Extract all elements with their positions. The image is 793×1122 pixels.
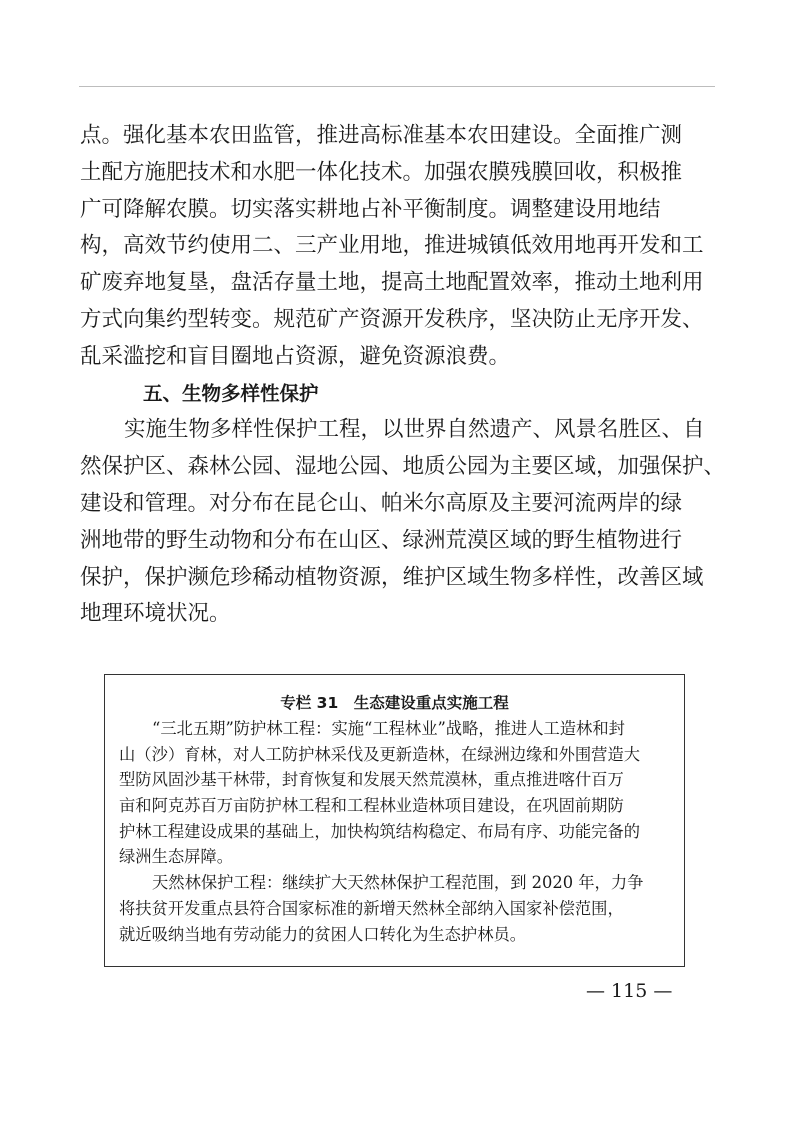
box-text-line: 就近吸纳当地有劳动能力的贫困人口转化为生态护林员。	[119, 924, 527, 944]
paragraph-2	[80, 412, 726, 633]
box-title: 专栏 31 生态建设重点实施工程	[280, 694, 509, 712]
text-line: 保护，保护濒危珍稀动植物资源，维护区域生物多样性，改善区域	[80, 564, 704, 590]
text-line: 构，高效节约使用二、三产业用地，推进城镇低效用地再开发和工	[80, 233, 704, 259]
text-line: 土配方施肥技术和水肥一体化技术。加强农膜残膜回收，积极推	[80, 159, 683, 185]
text-line: 地理环境状况。	[80, 601, 231, 627]
header-rule	[79, 86, 715, 87]
text-line: 矿废弃地复垦，盘活存量土地，提高土地配置效率，推动土地利用	[80, 270, 704, 296]
text-line: 广可降解农膜。切实落实耕地占补平衡制度。调整建设用地结	[80, 196, 661, 222]
box-text-line: 绿洲生态屏障。	[119, 847, 233, 867]
box-text-line: 天然林保护工程：继续扩大天然林保护工程范围，到 2020 年，力争	[152, 873, 644, 893]
text-line: 点。强化基本农田监管，推进高标准基本农田建设。全面推广测	[80, 123, 683, 148]
box-body	[119, 716, 675, 947]
feature-box	[104, 674, 685, 967]
box-paragraph-1	[119, 716, 675, 870]
text-line: 实施生物多样性保护工程，以世界自然遗产、风景名胜区、自	[124, 417, 705, 443]
page-number: — 115 —	[586, 980, 673, 1002]
text-line: 洲地带的野生动物和分布在山区、绿洲荒漠区域的野生植物进行	[80, 527, 683, 553]
box-text-line: “三北五期”防护林工程：实施“工程林业”战略，推进人工造林和封	[152, 719, 625, 738]
box-text-line: 亩和阿克苏百万亩防护林工程和工程林业造林项目建设，在巩固前期防	[119, 796, 624, 816]
paragraph-1	[80, 118, 704, 376]
text-line: 乱采滥挖和盲目圈地占资源，避免资源浪费。	[80, 343, 511, 369]
section-heading: 五、生物多样性保护	[143, 381, 319, 405]
text-line: 然保护区、森林公园、湿地公园、地质公园为主要区域，加强保护、	[80, 454, 726, 480]
text-line: 方式向集约型转变。规范矿产资源开发秩序，坚决防止无序开发、	[80, 306, 704, 332]
box-text-line: 将扶贫开发重点县符合国家标准的新增天然林全部纳入国家补偿范围，	[119, 898, 624, 918]
box-paragraph-2	[119, 870, 675, 947]
box-text-line: 山（沙）育林，对人工防护林采伐及更新造林，在绿洲边缘和外围营造大	[119, 744, 641, 764]
box-text-line: 护林工程建设成果的基础上，加快构筑结构稳定、布局有序、功能完备的	[119, 821, 641, 841]
body-text	[80, 118, 726, 633]
box-text-line: 型防风固沙基干林带，封育恢复和发展天然荒漠林，重点推进喀什百万	[119, 770, 624, 790]
text-line: 建设和管理。对分布在昆仑山、帕米尔高原及主要河流两岸的绿	[80, 490, 683, 516]
